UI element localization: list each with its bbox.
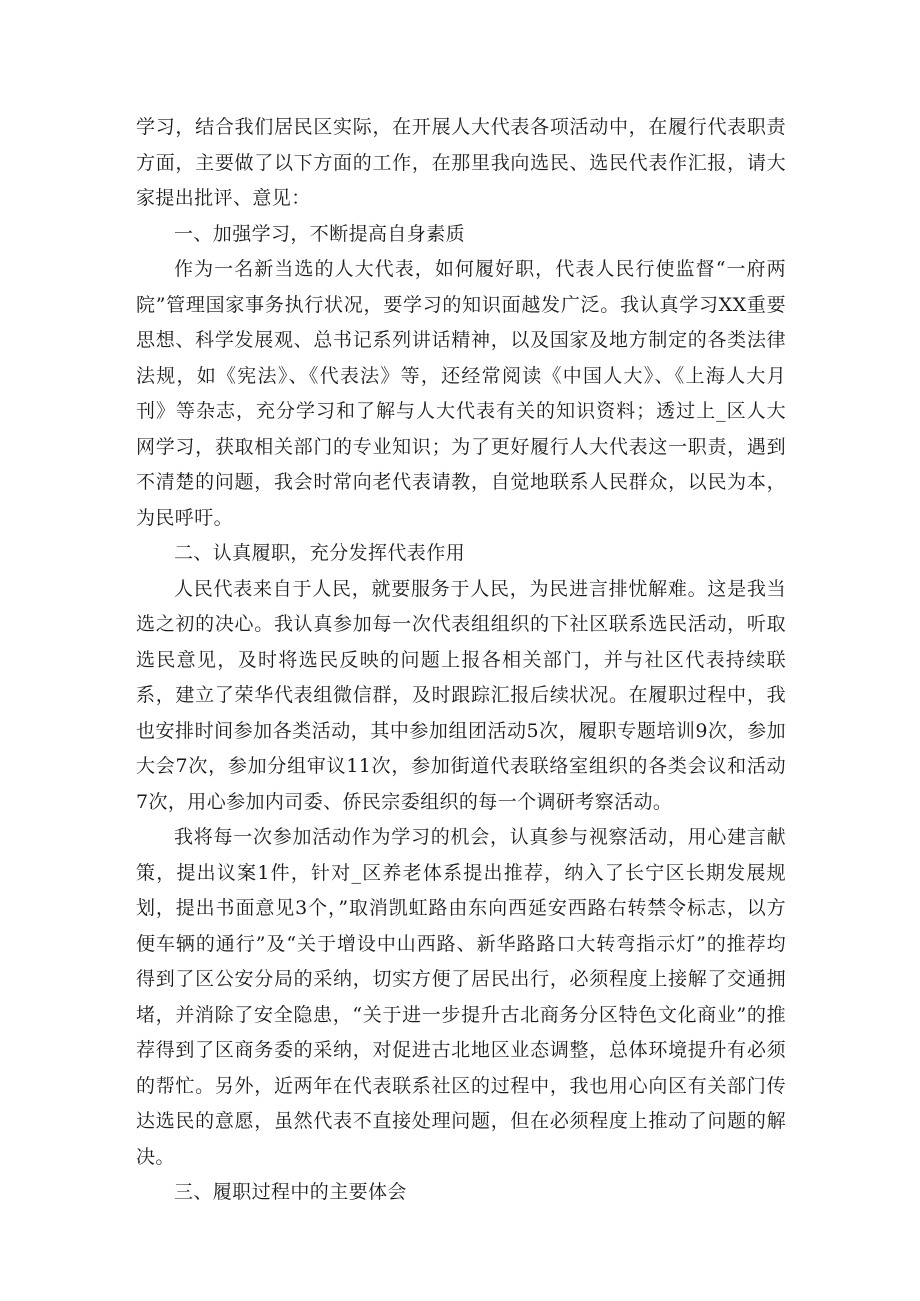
paragraph-study: 作为一名新当选的人大代表，如何履好职，代表人民行使监督“一府两院”管理国家事务执行状况，要学习的知识面越发广泛。我认真学习XX重要思想、科学发展观、总书记系列讲话精神，以及国家及地方制定的各类法律法规，如《宪法》、《代表法》等，还经常阅读《中国人大》、《上海人大月刊》等杂志，充分学习和了解与人大代表有关的知识资料；透过上_区人大网学习，获取相关部门的专业知识；为了更好履行人大代表这一职责，遇到不清楚的问题，我会时常向老代表请教，自觉地联系人民群众，以民为本，为民呼吁。 xyxy=(136,258,786,529)
paragraph-proposals: 我将每一次参加活动作为学习的机会，认真参与视察活动，用心建言献策，提出议案1件，针对_区养老体系提出推荐，纳入了长宁区长期发展规划，提出书面意见3个，”取消凯虹路由东向西延安西路右转禁令标志，以方便车辆的通行”及“关于增设中山西路、新华路路口大转弯指示灯”的推荐均得到了区公安分局的采纳，切实方便了居民出行，必须程度上接解了交通拥堵，并消除了安全隐患，“关于进一步提升古北商务分区特色文化商业”的推荐得到了区商务委的采纳，对促进古北地区业态调整，总体环境提升有必须的帮忙。另外，近两年在代表联系社区的过程中，我也用心向区有关部门传达选民的意愿，虽然代表不直接处理问题，但在必须程度上推动了问题的解决。 xyxy=(136,826,786,1168)
section-heading-3: 三、履职过程中的主要体会 xyxy=(174,1181,407,1203)
document-body xyxy=(136,110,786,1211)
paragraph-duties: 人民代表来自于人民，就要服务于人民，为民进言排忧解难。这是我当选之初的决心。我认真参加每一次代表组组织的下社区联系选民活动，听取选民意见，及时将选民反映的问题上报各相关部门，并与社区代表持续联系，建立了荣华代表组微信群，及时跟踪汇报后续状况。在履职过程中，我也安排时间参加各类活动，其中参加组团活动5次，履职专题培训9次，参加大会7次，参加分组审议11次，参加街道代表联络室组织的各类会议和活动7次，用心参加内司委、侨民宗委组织的每一个调研考察活动。 xyxy=(136,577,786,813)
section-heading-1: 一、加强学习，不断提高自身素质 xyxy=(174,222,466,245)
section-heading-2: 二、认真履职，充分发挥代表作用 xyxy=(174,542,466,564)
paragraph-intro-continuation: 学习，结合我们居民区实际，在开展人大代表各项活动中，在履行代表职责方面，主要做了以下方面的工作，在那里我向选民、选民代表作汇报，请大家提出批评、意见： xyxy=(136,116,786,209)
